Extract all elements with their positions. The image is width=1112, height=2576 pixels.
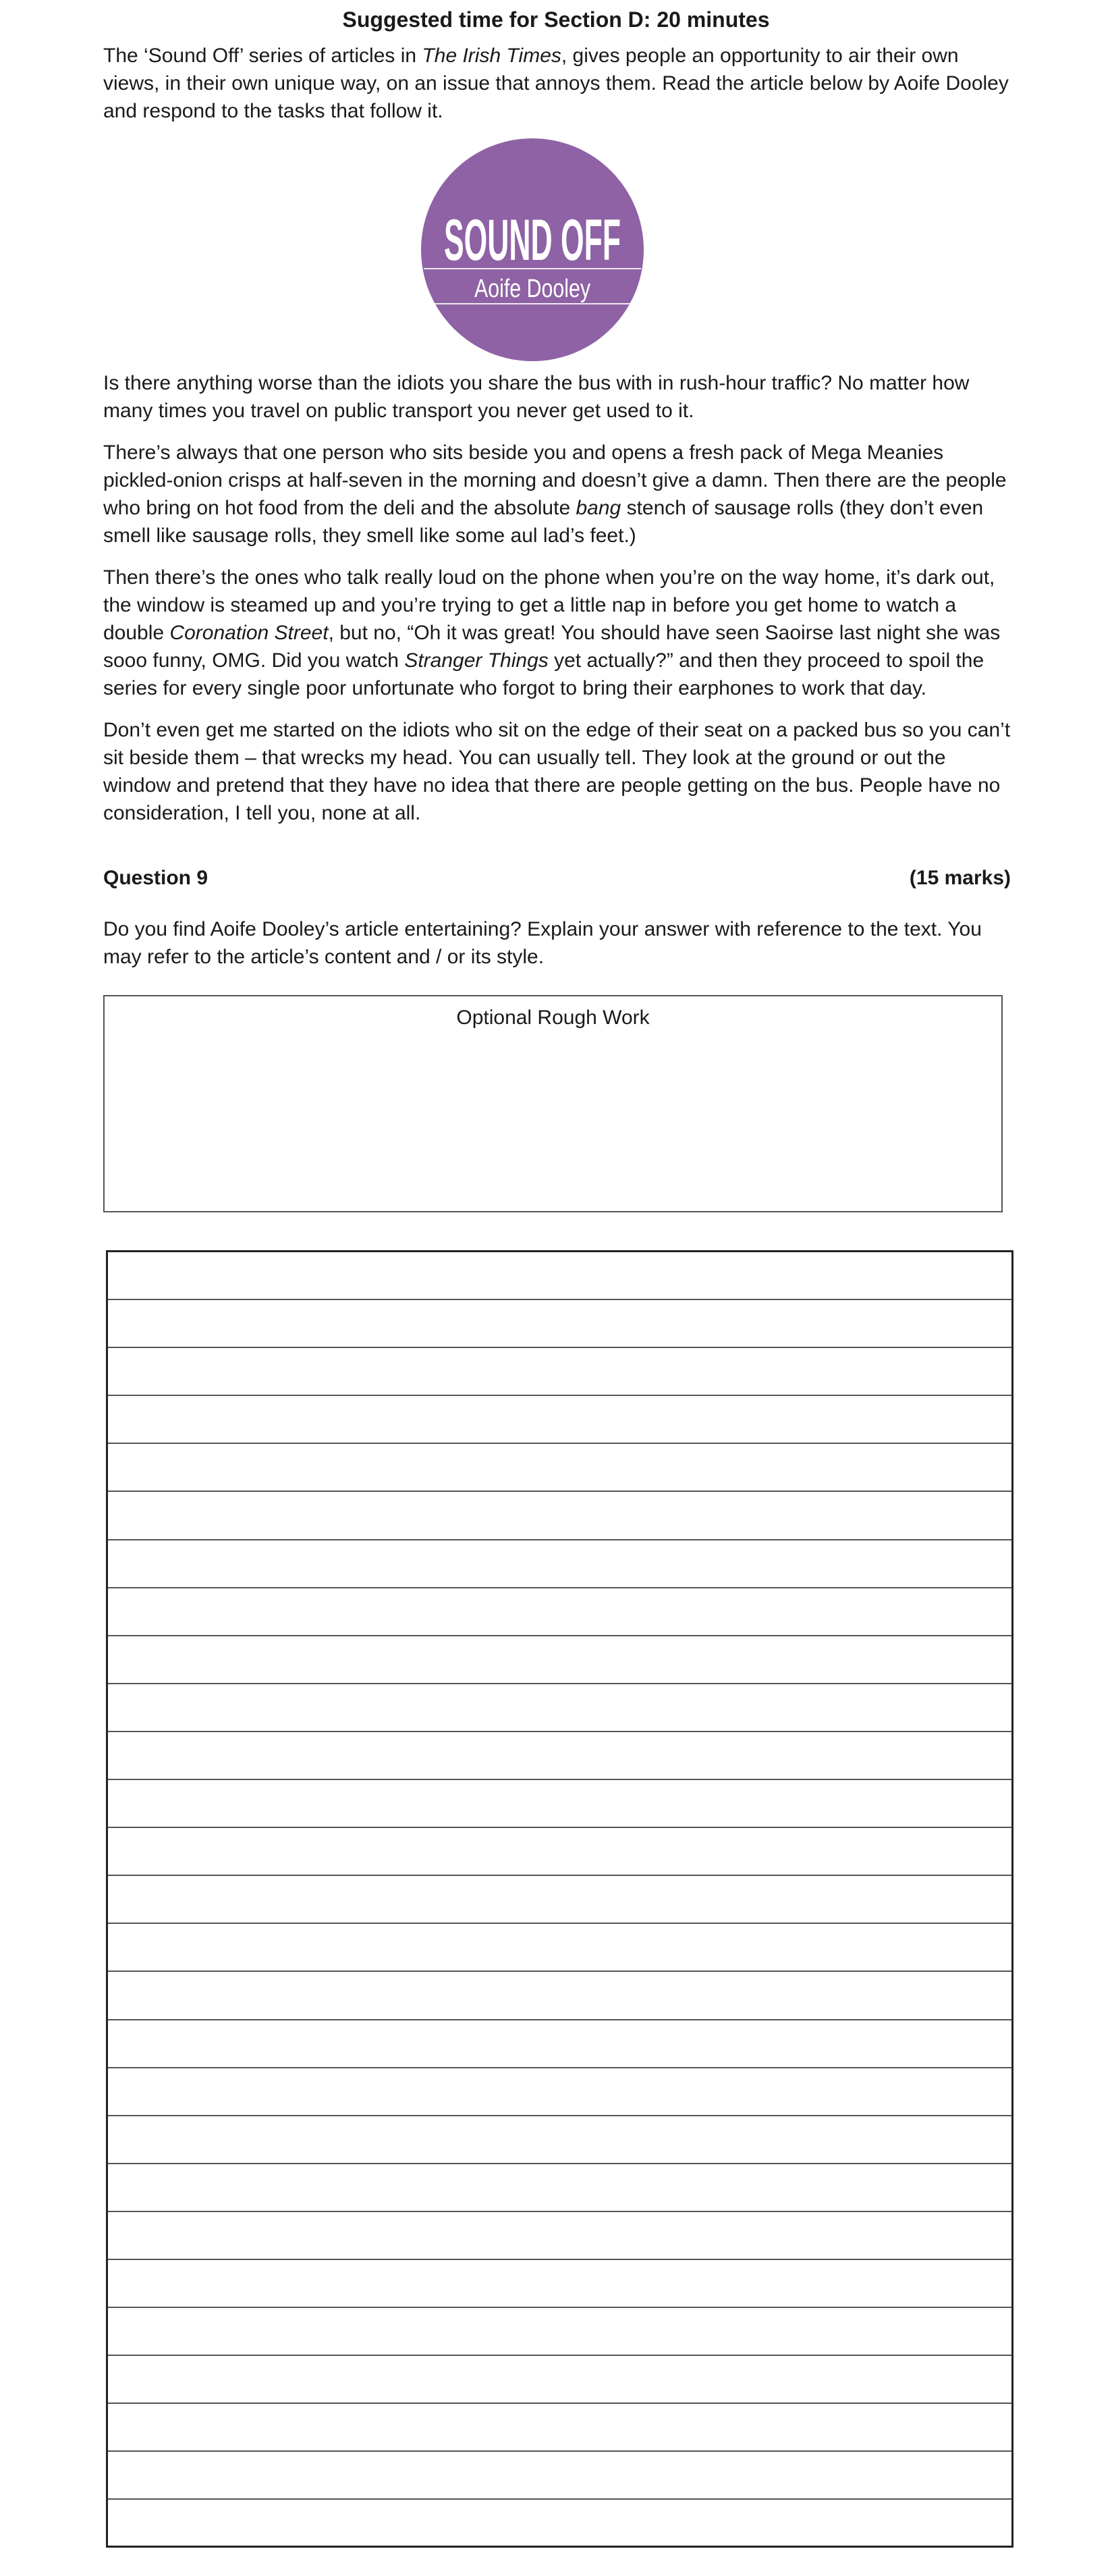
- intro-block: [103, 42, 1011, 125]
- answer-line[interactable]: [108, 2452, 1011, 2500]
- answer-line[interactable]: [108, 1300, 1011, 1348]
- article-paragraph-4: Don’t even get me started on the idiots who sit on the edge of their seat on a packed bus so you can’t sit beside them – that wrecks my head. You can usually tell. They look at the ground or out the window and pretend that they have no idea that there are people getting on the bus. People have no consideration, I tell you, none at all.: [103, 719, 1011, 824]
- article-paragraph-2: [103, 439, 1011, 549]
- answer-line[interactable]: [108, 1588, 1011, 1636]
- answer-line[interactable]: [108, 1924, 1011, 1972]
- question-text: Do you find Aoife Dooley’s article entertaining? Explain your answer with reference to the text. You may refer to the article’s content and / or its style.: [103, 918, 982, 968]
- publication-name: The Irish Times: [422, 45, 561, 67]
- sound-off-logo: [421, 138, 644, 361]
- section-heading: Suggested time for Section D: 20 minutes: [342, 7, 770, 32]
- question-label: Question 9: [103, 867, 208, 889]
- article-text: Then there’s the ones who talk really loud on the phone when you’re on the way home, it’s dark out, the window is steamed up and you’re trying to get a little nap in before you get home to watch a double: [103, 566, 995, 644]
- answer-lines-box[interactable]: [106, 1250, 1013, 2548]
- answer-line[interactable]: [108, 2164, 1011, 2212]
- answer-line[interactable]: [108, 2116, 1011, 2164]
- question-prompt: [103, 915, 1011, 971]
- intro-text-2: , gives people an opportunity to air their own views, in their own unique way, on an issue that annoys them. Read the article below by Aoife Dooley and respond to the tasks that follow it.: [103, 45, 1009, 122]
- article-text: There’s always that one person who sits beside you and opens a fresh pack of Mega Meanies pickled-onion crisps at half-seven in the morning and doesn’t give a damn. Then there are the people who bring on hot food from the deli and the absolute: [103, 441, 1007, 519]
- sound-off-logo-graphic: [421, 138, 644, 361]
- question-header: [103, 864, 1011, 892]
- article-paragraph-1: Is there anything worse than the idiots you share the bus with in rush-hour traffic? No matter how many times you travel on public transport you never get used to it.: [103, 372, 970, 422]
- answer-line[interactable]: [108, 1252, 1011, 1300]
- article-paragraph-3: [103, 564, 1011, 702]
- answer-line[interactable]: [108, 2260, 1011, 2308]
- answer-line[interactable]: [108, 1780, 1011, 1828]
- answer-line[interactable]: [108, 1348, 1011, 1396]
- answer-line[interactable]: [108, 1828, 1011, 1876]
- answer-line[interactable]: [108, 2020, 1011, 2068]
- article-text: stench of sausage rolls (they don’t even smell like sausage rolls, they smell like some aul lad’s feet.): [103, 497, 984, 547]
- answer-line[interactable]: [108, 1876, 1011, 1924]
- article-emphasis: Stranger Things: [404, 649, 549, 672]
- logo-title: SOUND OFF: [444, 208, 621, 273]
- rough-work-label: Optional Rough Work: [456, 1007, 650, 1029]
- article-body: [103, 369, 1011, 841]
- answer-line[interactable]: [108, 1540, 1011, 1588]
- intro-text-1: The ‘Sound Off’ series of articles in: [103, 45, 422, 67]
- answer-line[interactable]: [108, 1636, 1011, 1684]
- intro-paragraph: [103, 42, 1011, 125]
- answer-line[interactable]: [108, 2500, 1011, 2548]
- answer-line[interactable]: [108, 2068, 1011, 2116]
- answer-line[interactable]: [108, 2212, 1011, 2260]
- article-text: , but no, “Oh it was great! You should have seen Saoirse last night she was sooo funny, OMG. Did you watch: [103, 622, 1001, 672]
- answer-line[interactable]: [108, 1684, 1011, 1732]
- answer-line[interactable]: [108, 1492, 1011, 1540]
- question-marks: (15 marks): [909, 867, 1011, 889]
- article-text: yet actually?” and then they proceed to spoil the series for every single poor unfortunate who forgot to bring their earphones to work that day.: [103, 649, 984, 699]
- answer-line[interactable]: [108, 2404, 1011, 2452]
- answer-line[interactable]: [108, 1396, 1011, 1444]
- rough-work-box[interactable]: [103, 995, 1003, 1212]
- answer-line[interactable]: [108, 1972, 1011, 2020]
- article-emphasis: Coronation Street: [169, 622, 329, 644]
- answer-line[interactable]: [108, 1444, 1011, 1492]
- answer-line[interactable]: [108, 1732, 1011, 1780]
- answer-line[interactable]: [108, 2356, 1011, 2404]
- article-emphasis: bang: [576, 497, 621, 519]
- logo-author: Aoife Dooley: [474, 275, 590, 303]
- answer-line[interactable]: [108, 2308, 1011, 2356]
